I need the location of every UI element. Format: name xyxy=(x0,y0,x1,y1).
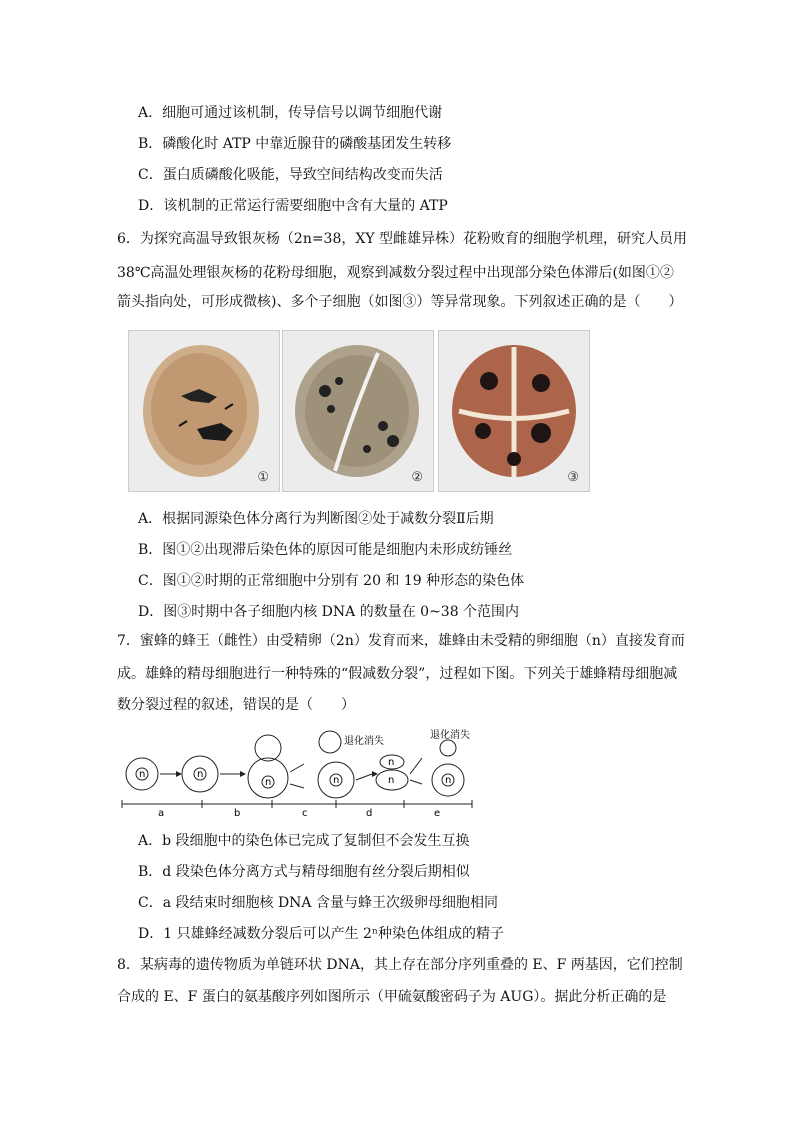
nucleus-label-4: n xyxy=(333,775,340,786)
segment-label-d: d xyxy=(366,808,373,819)
micrograph-2 xyxy=(282,330,434,492)
segment-label-b: b xyxy=(234,808,241,819)
nucleus-label-3: n xyxy=(265,777,272,788)
cell-1-illustration xyxy=(129,331,279,491)
q7-option-b: B．d 段染色体分离方式与精母细胞有丝分裂后期相似 xyxy=(138,864,470,880)
q5-option-d: D．该机制的正常运行需要细胞中含有大量的 ATP xyxy=(138,198,448,214)
q5-option-c: C．蛋白质磷酸化吸能，导致空间结构改变而失活 xyxy=(138,167,443,183)
q6-stem-line-2: 38℃高温处理银灰杨的花粉母细胞，观察到减数分裂过程中出现部分染色体滞后(如图①② xyxy=(117,265,674,281)
degenerate-label-1: 退化消失 xyxy=(344,736,384,747)
q8-stem-line-2: 合成的 E、F 蛋白的氨基酸序列如图所示（甲硫氨酸密码子为 AUG）。据此分析正确的是 xyxy=(117,989,667,1005)
q6-option-d: D．图③时期中各子细胞内核 DNA 的数量在 0~38 个范围内 xyxy=(138,604,520,620)
q7-stem-line-1: 7．蜜蜂的蜂王（雌性）由受精卵（2n）发育而来，雄蜂由未受精的卵细胞（n）直接发育而 xyxy=(117,633,685,649)
micrograph-3-label: ③ xyxy=(567,470,579,485)
q5-option-b: B．磷酸化时 ATP 中靠近腺苷的磷酸基团发生转移 xyxy=(138,136,452,152)
cell-2-illustration xyxy=(283,331,433,491)
q5-option-a: A．细胞可通过该机制，传导信号以调节细胞代谢 xyxy=(138,105,443,121)
nucleus-label-6: n xyxy=(388,775,395,786)
nucleus-label-1: n xyxy=(139,769,146,780)
segment-label-e: e xyxy=(434,808,441,819)
micrograph-1-label: ① xyxy=(257,470,269,485)
nucleus-label-7: n xyxy=(445,775,452,786)
q6-option-c: C．图①②时期的正常细胞中分别有 20 和 19 种形态的染色体 xyxy=(138,573,525,589)
q7-option-a: A．b 段细胞中的染色体已完成了复制但不会发生互换 xyxy=(138,833,470,849)
q7-stem-line-2: 成。雄蜂的精母细胞进行一种特殊的“假减数分裂”，过程如下图。下列关于雄蜂精母细胞减 xyxy=(117,666,678,682)
q6-stem-line-1: 6．为探究高温导致银灰杨（2n=38，XY 型雌雄异株）花粉败育的细胞学机理，研究人员用 xyxy=(117,231,688,247)
nucleus-label-5: n xyxy=(388,757,395,768)
q7-option-c: C．a 段结束时细胞核 DNA 含量与蜂王次级卵母细胞相同 xyxy=(138,895,498,911)
micrograph-2-label: ② xyxy=(411,470,423,485)
q7-stem-line-3: 数分裂过程的叙述，错误的是（ ） xyxy=(117,697,355,713)
nucleus-label-2: n xyxy=(197,769,204,780)
q7-option-d: D．1 只雄蜂经减数分裂后可以产生 2ⁿ种染色体组成的精子 xyxy=(138,926,504,942)
pseudo-meiosis-diagram xyxy=(118,728,478,820)
micrograph-1 xyxy=(128,330,280,492)
segment-label-a: a xyxy=(158,808,165,819)
q6-option-b: B．图①②出现滞后染色体的原因可能是细胞内未形成纺锤丝 xyxy=(138,542,513,558)
segment-label-c: c xyxy=(302,808,308,819)
cell-3-illustration xyxy=(439,331,589,491)
q6-option-a: A．根据同源染色体分离行为判断图②处于减数分裂Ⅱ后期 xyxy=(138,511,494,527)
degenerate-label-2: 退化消失 xyxy=(430,730,470,741)
micrograph-3 xyxy=(438,330,590,492)
q6-stem-line-3: 箭头指向处，可形成微核)、多个子细胞（如图③）等异常现象。下列叙述正确的是（ ） xyxy=(117,294,683,310)
q8-stem-line-1: 8．某病毒的遗传物质为单链环状 DNA，其上存在部分序列重叠的 E、F 两基因，它们控制 xyxy=(117,957,683,973)
